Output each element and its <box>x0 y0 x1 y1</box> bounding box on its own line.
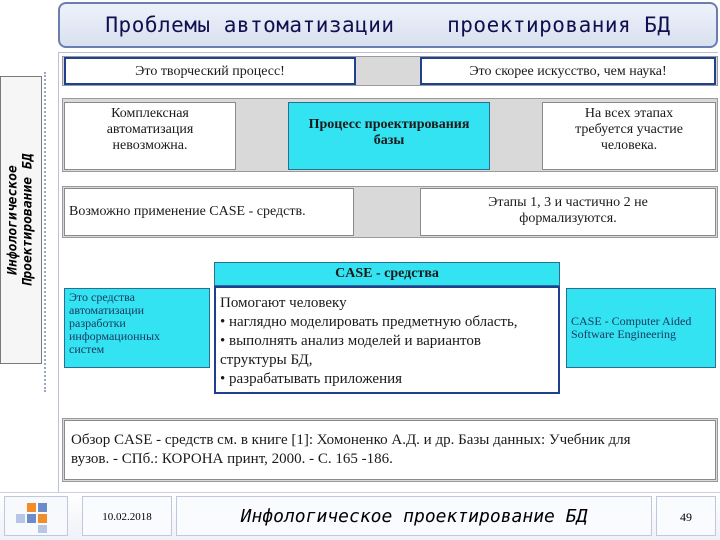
help-box: Помогают человеку • наглядно моделировать предметную область, • выполнять анализ моделей и вариантов структуры БД, • разрабатывать приложения <box>214 286 560 394</box>
design-process-box: Процесс проектирования базы <box>288 102 490 170</box>
side-divider <box>44 72 46 392</box>
slide-title <box>58 2 718 48</box>
creative-box <box>64 57 356 85</box>
human-required-box: На всех этапах требуется участие человека. <box>542 102 716 170</box>
slide-title-left: Проблемы автоматизации <box>105 13 395 37</box>
case-possible-text: Возможно применение CASE - средств. <box>69 204 306 219</box>
footer-title <box>176 496 652 536</box>
acronym-box: CASE - Computer Aided Software Engineering <box>566 288 716 368</box>
reference-box: Обзор CASE - средств см. в книге [1]: Хомоненко А.Д. и др. Базы данных: Учебник для вузов. - СПб.: КОРОНА принт, 2000. - С. 165 -186. <box>64 420 716 480</box>
stages-box: Этапы 1, 3 и частично 2 не формализуются. <box>420 188 716 236</box>
footer-date <box>82 496 172 536</box>
side-label <box>0 76 42 364</box>
logo-icon <box>4 496 68 536</box>
footer-date-text: 10.02.2018 <box>102 511 152 523</box>
page-number-text: 49 <box>680 510 692 524</box>
footer-title-text: Инфологическое проектирование БД <box>240 506 588 527</box>
case-header-text: CASE - средства <box>335 266 439 281</box>
side-label-line2: Проектирование БД <box>21 153 36 287</box>
slide-title-right: проектирования БД <box>447 13 671 37</box>
art-text: Это скорее искусство, чем наука! <box>469 64 667 79</box>
case-possible-box <box>64 188 354 236</box>
case-header <box>214 262 560 286</box>
page-number <box>656 496 716 536</box>
side-label-line1: Инфологическое <box>6 165 21 275</box>
creative-text: Это творческий процесс! <box>135 64 285 79</box>
art-box <box>420 57 716 85</box>
definition-box: Это средства автоматизации разработки информационных систем <box>64 288 210 368</box>
no-automation-box: Комплексная автоматизация невозможна. <box>64 102 236 170</box>
